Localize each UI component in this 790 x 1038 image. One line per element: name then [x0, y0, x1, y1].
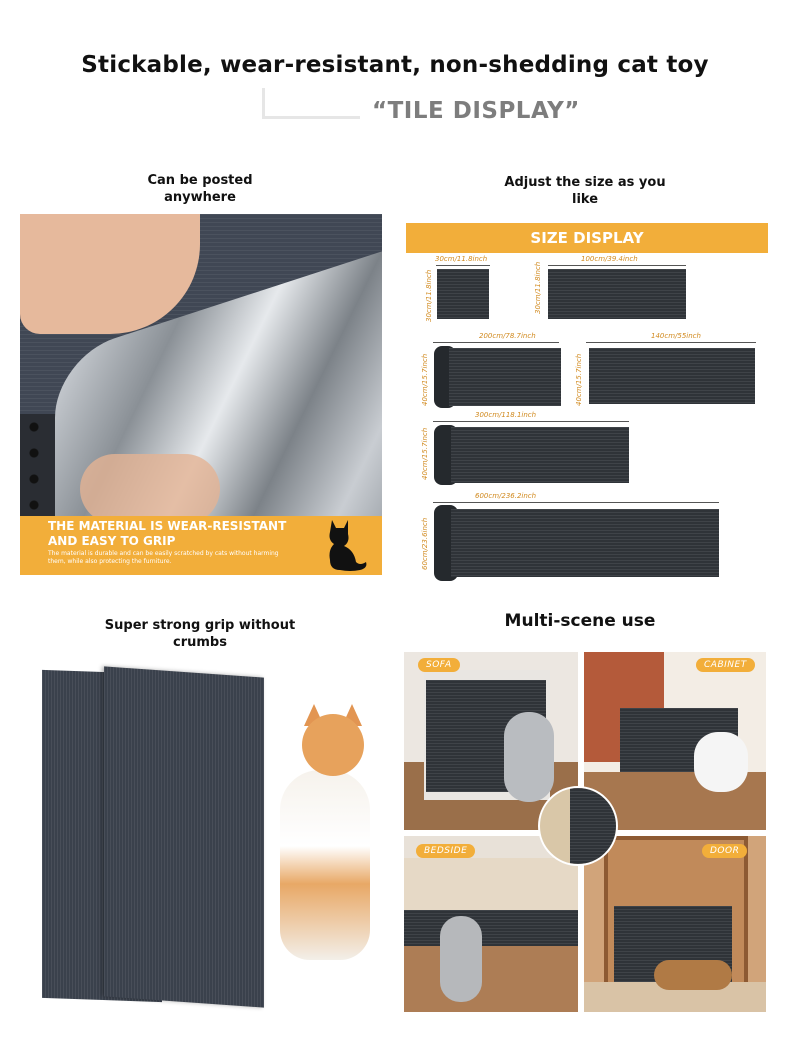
dimension-line — [433, 342, 559, 343]
caption-multi-scene: Multi-scene use — [504, 611, 656, 631]
mat-sheet-front — [104, 666, 264, 1007]
cat-head-image — [302, 714, 364, 776]
cat-image — [440, 916, 482, 1002]
mat-sample — [449, 348, 561, 406]
size-width-label: 30cm/11.8inch — [435, 255, 488, 263]
scene-tag-sofa: SOFA — [418, 658, 460, 672]
material-body: The material is durable and can be easily scratched by cats without harming them, while also protecting the furniture. — [48, 550, 279, 565]
mat-sample — [451, 427, 629, 483]
material-photo-panel — [20, 214, 382, 575]
scene-tag-bedside: BEDSIDE — [416, 844, 475, 858]
dimension-line — [436, 265, 490, 266]
subtitle-bracket — [262, 88, 360, 119]
scene-tag-cabinet: CABINET — [696, 658, 755, 672]
size-height-label: 40cm/15.7inch — [575, 353, 583, 406]
size-width-label: 300cm/118.1inch — [475, 411, 537, 419]
cat-silhouette-icon — [310, 512, 370, 572]
subtitle: “TILE DISPLAY” — [372, 98, 580, 124]
dimension-line — [433, 502, 719, 503]
caption-posted-anywhere: Can be posted anywhere — [147, 173, 253, 205]
cat-image — [694, 732, 748, 792]
caption-adjust-size: Adjust the size as you like — [504, 175, 666, 207]
cat-image — [504, 712, 554, 802]
size-height-label: 30cm/11.8inch — [425, 269, 433, 322]
size-width-label: 100cm/39.4inch — [581, 255, 638, 263]
size-width-label: 200cm/78.7inch — [479, 332, 536, 340]
mat-sample — [589, 348, 755, 404]
size-width-label: 140cm/55inch — [651, 332, 701, 340]
cat-body-image — [280, 770, 370, 960]
material-headline: THE MATERIAL IS WEAR-RESISTANT AND EASY TO GRIP — [48, 519, 287, 548]
page-title: Stickable, wear-resistant, non-shedding cat toy — [81, 52, 709, 78]
size-display-header: SIZE DISPLAY — [406, 223, 768, 253]
size-width-label: 600cm/236.2inch — [475, 492, 537, 500]
grip-photo-panel — [20, 650, 390, 1010]
dimension-line — [586, 342, 756, 343]
caption-strong-grip: Super strong grip without crumbs — [104, 618, 296, 650]
floor — [404, 946, 578, 1012]
scene-tag-door: DOOR — [702, 844, 747, 858]
size-height-label: 40cm/15.7inch — [421, 427, 429, 480]
hand-reflection-image — [80, 454, 220, 524]
bed-image — [404, 858, 578, 918]
dimension-line — [433, 421, 629, 422]
cat-image — [654, 960, 732, 990]
size-display-panel — [403, 222, 769, 582]
size-height-label: 30cm/11.8inch — [534, 261, 542, 314]
multi-scene-panel — [404, 652, 766, 1012]
dimension-line — [548, 265, 686, 266]
mat-sample — [451, 509, 719, 577]
scratch-mat — [404, 910, 578, 946]
size-height-label: 60cm/23.6inch — [421, 517, 429, 570]
mat-sample — [548, 269, 686, 319]
mat-sample — [437, 269, 489, 319]
scratch-mat — [570, 788, 616, 864]
detail-closeup-image — [538, 786, 618, 866]
size-height-label: 40cm/15.7inch — [421, 353, 429, 406]
scene-bedside — [404, 836, 578, 1012]
